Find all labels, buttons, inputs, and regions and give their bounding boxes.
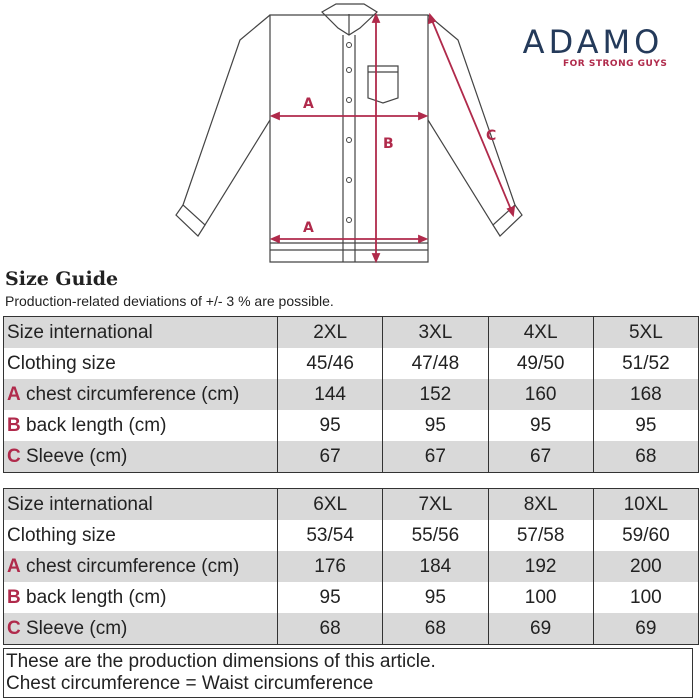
table-cell: 95 (383, 582, 488, 613)
table-cell: 184 (383, 551, 488, 582)
table-cell: 7XL (383, 489, 488, 521)
table-row (4, 551, 699, 582)
table-row (4, 379, 699, 410)
table-row (4, 348, 699, 379)
table-row (4, 489, 699, 521)
row-label-text: back length (cm) (20, 414, 167, 436)
table-cell: 100 (593, 582, 698, 613)
measure-letter: B (7, 414, 21, 436)
table-cell: 8XL (488, 489, 593, 521)
page-title: Size Guide (5, 268, 119, 290)
table-cell: 95 (593, 410, 698, 441)
label-c: C (486, 128, 497, 144)
table-row (4, 520, 699, 551)
row-label-text: Clothing size (7, 352, 116, 374)
table-cell: 59/60 (593, 520, 698, 551)
label-b: B (383, 136, 394, 152)
table-cell: 200 (593, 551, 698, 582)
table-cell: 3XL (383, 317, 488, 349)
table-cell: 51/52 (593, 348, 698, 379)
table-row (4, 582, 699, 613)
row-label (4, 379, 278, 410)
measure-letter: C (7, 445, 21, 467)
page-subtitle: Production-related deviations of +/- 3 % are possible. (5, 293, 334, 309)
table-cell: 95 (278, 582, 383, 613)
table-cell: 45/46 (278, 348, 383, 379)
table-cell: 144 (278, 379, 383, 410)
size-table-1 (3, 316, 699, 473)
table-cell: 47/48 (383, 348, 488, 379)
table-cell: 68 (278, 613, 383, 645)
notes-box (3, 648, 693, 698)
table-cell: 67 (383, 441, 488, 473)
note-line-2: Chest circumference = Waist circumference (6, 673, 374, 694)
table-cell: 4XL (488, 317, 593, 349)
row-label-text: Sleeve (cm) (20, 617, 128, 639)
brand-tagline: FOR STRONG GUYS (563, 59, 668, 69)
table-row (4, 441, 699, 473)
table-cell: 2XL (278, 317, 383, 349)
measure-letter: C (7, 617, 21, 639)
table-cell: 68 (383, 613, 488, 645)
size-table-2 (3, 488, 699, 645)
table-cell: 100 (488, 582, 593, 613)
row-label-text: Size international (7, 321, 153, 343)
table-cell: 69 (593, 613, 698, 645)
row-label-text: Clothing size (7, 524, 116, 546)
row-label (4, 520, 278, 551)
row-label-text: chest circumference (cm) (20, 383, 240, 405)
table-cell: 152 (383, 379, 488, 410)
table-cell: 49/50 (488, 348, 593, 379)
table-cell: 95 (383, 410, 488, 441)
brand-logo (508, 24, 678, 69)
row-label (4, 582, 278, 613)
table-cell: 57/58 (488, 520, 593, 551)
table-cell: 67 (488, 441, 593, 473)
table-cell: 95 (278, 410, 383, 441)
table-cell: 67 (278, 441, 383, 473)
row-label-text: Size international (7, 493, 153, 515)
measure-letter: A (7, 383, 21, 405)
row-label (4, 317, 278, 349)
table-cell: 55/56 (383, 520, 488, 551)
table-cell: 53/54 (278, 520, 383, 551)
measure-letter: A (7, 555, 21, 577)
row-label (4, 441, 278, 473)
row-label (4, 551, 278, 582)
row-label-text: Sleeve (cm) (20, 445, 128, 467)
table-cell: 95 (488, 410, 593, 441)
note-line-1: These are the production dimensions of this article. (6, 651, 436, 672)
row-label (4, 613, 278, 645)
row-label (4, 348, 278, 379)
table-cell: 160 (488, 379, 593, 410)
row-label-text: back length (cm) (20, 586, 167, 608)
label-a-top: A (303, 96, 314, 112)
measure-letter: B (7, 586, 21, 608)
table-row (4, 317, 699, 349)
table-cell: 5XL (593, 317, 698, 349)
table-cell: 168 (593, 379, 698, 410)
label-a-bottom: A (303, 220, 314, 236)
button-icons (347, 43, 352, 223)
table-cell: 10XL (593, 489, 698, 521)
row-label (4, 410, 278, 441)
row-label-text: chest circumference (cm) (20, 555, 240, 577)
table-cell: 176 (278, 551, 383, 582)
row-label (4, 489, 278, 521)
table-cell: 68 (593, 441, 698, 473)
table-cell: 6XL (278, 489, 383, 521)
table-row (4, 410, 699, 441)
table-row (4, 613, 699, 645)
table-cell: 192 (488, 551, 593, 582)
table-cell: 69 (488, 613, 593, 645)
brand-name: ADAMO (522, 23, 664, 61)
